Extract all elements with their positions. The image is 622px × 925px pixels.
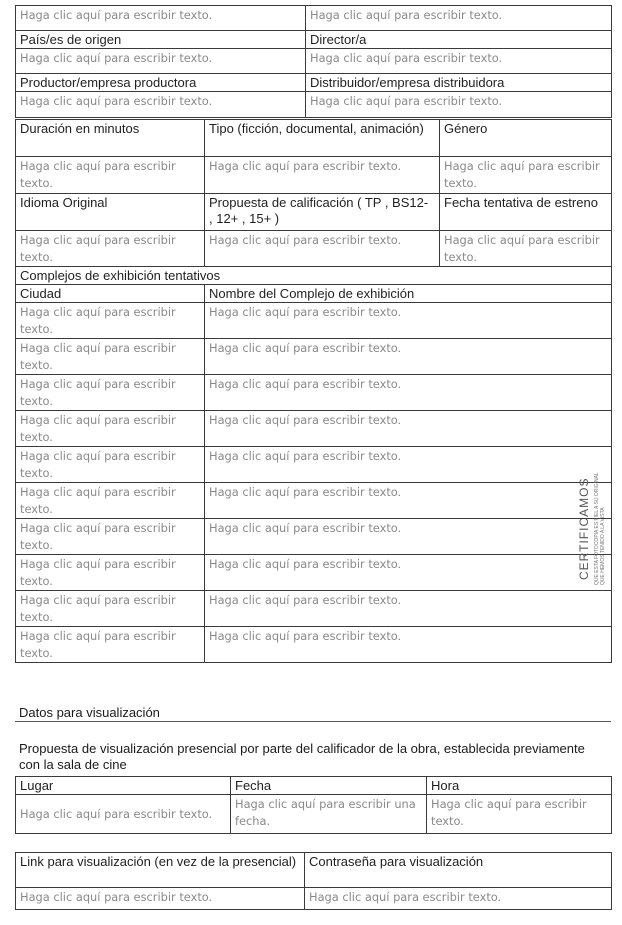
city-field[interactable] xyxy=(16,555,205,591)
date-field[interactable] xyxy=(231,795,427,834)
city-field[interactable] xyxy=(16,303,205,339)
city-field[interactable] xyxy=(16,447,205,483)
producer-label: Productor/empresa productora xyxy=(16,74,306,92)
placeholder: Haga clic aquí para escribir texto. xyxy=(209,521,402,535)
title-field[interactable] xyxy=(16,6,306,31)
placeholder: Haga clic aquí para escribir texto. xyxy=(20,94,213,108)
duration-label: Duración en minutos xyxy=(16,120,205,157)
release-date-label: Fecha tentativa de estreno xyxy=(440,194,612,231)
visualization-table xyxy=(15,776,612,834)
placeholder: Haga clic aquí para escribir texto. xyxy=(444,233,600,264)
placeholder: Haga clic aquí para escribir texto. xyxy=(209,593,402,607)
placeholder: Haga clic aquí para escribir texto. xyxy=(20,593,176,624)
placeholder: Haga clic aquí para escribir texto. xyxy=(20,449,176,480)
place-field[interactable] xyxy=(16,795,231,834)
link-table xyxy=(15,852,612,910)
placeholder: Haga clic aquí para escribir texto. xyxy=(20,233,176,264)
placeholder: Haga clic aquí para escribir texto. xyxy=(209,485,402,499)
director-label: Director/a xyxy=(306,31,612,49)
complex-name-label: Nombre del Complejo de exhibición xyxy=(205,285,612,303)
details-table xyxy=(15,119,612,267)
complexes-label: Complejos de exhibición tentativos xyxy=(16,267,612,285)
password-field[interactable] xyxy=(305,888,612,910)
placeholder: Haga clic aquí para escribir texto. xyxy=(431,797,587,828)
placeholder: Haga clic aquí para escribir texto. xyxy=(209,305,402,319)
city-field[interactable] xyxy=(16,519,205,555)
country-label: País/es de origen xyxy=(16,31,306,49)
complex-name-field[interactable] xyxy=(205,411,612,447)
stamp-title: CERTIFICAMOS xyxy=(577,477,591,580)
city-field[interactable] xyxy=(16,591,205,627)
placeholder: Haga clic aquí para escribir texto. xyxy=(20,341,176,372)
complex-name-field[interactable] xyxy=(205,591,612,627)
placeholder: Haga clic aquí para escribir texto. xyxy=(20,521,176,552)
placeholder: Haga clic aquí para escribir una fecha. xyxy=(235,797,416,828)
placeholder: Haga clic aquí para escribir texto. xyxy=(209,377,402,391)
distributor-field[interactable] xyxy=(306,92,612,118)
placeholder: Haga clic aquí para escribir texto. xyxy=(20,807,213,821)
genre-field[interactable] xyxy=(440,157,612,194)
placeholder: Haga clic aquí para escribir texto. xyxy=(20,8,213,22)
placeholder: Haga clic aquí para escribir texto. xyxy=(20,305,176,336)
proposal-text: Propuesta de visualización presencial por parte del calificador de la obra, establecida previamente con la sala de cine xyxy=(19,741,585,772)
placeholder: Haga clic aquí para escribir texto. xyxy=(209,557,402,571)
complex-name-field[interactable] xyxy=(205,555,612,591)
placeholder: Haga clic aquí para escribir texto. xyxy=(20,159,176,190)
placeholder: Haga clic aquí para escribir texto. xyxy=(310,8,503,22)
complex-name-field[interactable] xyxy=(205,303,612,339)
complex-name-field[interactable] xyxy=(205,339,612,375)
placeholder: Haga clic aquí para escribir texto. xyxy=(310,51,503,65)
language-field[interactable] xyxy=(16,231,205,267)
complex-name-field[interactable] xyxy=(205,483,612,519)
complexes-table xyxy=(15,266,612,663)
distributor-label: Distribuidor/empresa distribuidora xyxy=(306,74,612,92)
producer-field[interactable] xyxy=(16,92,306,118)
placeholder: Haga clic aquí para escribir texto. xyxy=(20,557,176,588)
placeholder: Haga clic aquí para escribir texto. xyxy=(209,629,402,643)
password-label: Contraseña para visualización xyxy=(305,853,612,888)
link-label: Link para visualización (en vez de la presencial) xyxy=(16,853,305,888)
certification-stamp xyxy=(560,380,608,590)
complex-name-field[interactable] xyxy=(205,627,612,663)
release-date-field[interactable] xyxy=(440,231,612,267)
placeholder: Haga clic aquí para escribir texto. xyxy=(20,413,176,444)
time-field[interactable] xyxy=(427,795,612,834)
complex-name-field[interactable] xyxy=(205,447,612,483)
city-field[interactable] xyxy=(16,483,205,519)
country-field[interactable] xyxy=(16,49,306,74)
section-title: Datos para visualización xyxy=(19,705,160,720)
time-label: Hora xyxy=(427,777,612,795)
city-label: Ciudad xyxy=(16,285,205,303)
placeholder: Haga clic aquí para escribir texto. xyxy=(209,341,402,355)
title-field-2[interactable] xyxy=(306,6,612,31)
top-info-table xyxy=(15,5,612,118)
placeholder: Haga clic aquí para escribir texto. xyxy=(209,413,402,427)
stamp-line-2: QUE HEMOS TENIDO A LA VISTA xyxy=(600,507,606,585)
placeholder: Haga clic aquí para escribir texto. xyxy=(20,485,176,516)
rating-field[interactable] xyxy=(205,231,440,267)
placeholder: Haga clic aquí para escribir texto. xyxy=(20,629,176,660)
complex-name-field[interactable] xyxy=(205,375,612,411)
language-label: Idioma Original xyxy=(16,194,205,231)
placeholder: Haga clic aquí para escribir texto. xyxy=(20,890,213,904)
placeholder: Haga clic aquí para escribir texto. xyxy=(444,159,600,190)
city-field[interactable] xyxy=(16,411,205,447)
city-field[interactable] xyxy=(16,339,205,375)
director-field[interactable] xyxy=(306,49,612,74)
rating-label: Propuesta de calificación ( TP , BS12- , 12+ , 15+ ) xyxy=(205,194,440,231)
type-field[interactable] xyxy=(205,157,440,194)
date-label: Fecha xyxy=(231,777,427,795)
duration-field[interactable] xyxy=(16,157,205,194)
stamp-line-1: QUE ESTA FOTOCOPIA ES FIEL A SU ORIGINAL xyxy=(594,472,600,585)
link-field[interactable] xyxy=(16,888,305,910)
placeholder: Haga clic aquí para escribir texto. xyxy=(209,449,402,463)
placeholder: Haga clic aquí para escribir texto. xyxy=(209,233,402,247)
place-label: Lugar xyxy=(16,777,231,795)
placeholder: Haga clic aquí para escribir texto. xyxy=(309,890,502,904)
placeholder: Haga clic aquí para escribir texto. xyxy=(310,94,503,108)
complex-name-field[interactable] xyxy=(205,519,612,555)
type-label: Tipo (ficción, documental, animación) xyxy=(205,120,440,157)
placeholder: Haga clic aquí para escribir texto. xyxy=(209,159,402,173)
city-field[interactable] xyxy=(16,375,205,411)
city-field[interactable] xyxy=(16,627,205,663)
placeholder: Haga clic aquí para escribir texto. xyxy=(20,51,213,65)
placeholder: Haga clic aquí para escribir texto. xyxy=(20,377,176,408)
section-divider xyxy=(15,721,611,722)
genre-label: Género xyxy=(440,120,612,157)
